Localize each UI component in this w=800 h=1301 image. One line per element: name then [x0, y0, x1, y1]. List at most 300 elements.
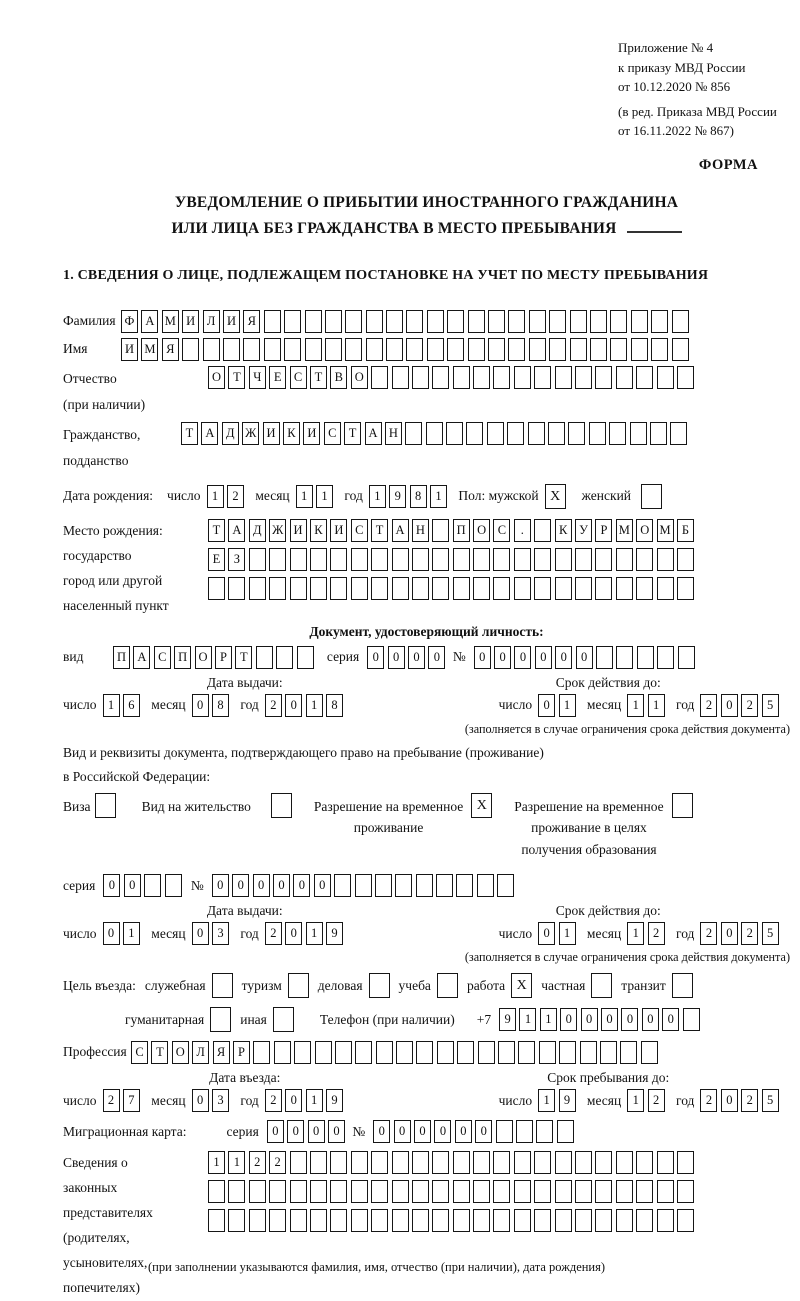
char-cell[interactable] — [473, 1180, 490, 1203]
char-cell[interactable]: 5 — [762, 694, 779, 717]
char-cell[interactable]: 1 — [519, 1008, 536, 1031]
char-cell[interactable]: Д — [222, 422, 239, 445]
char-cell[interactable]: С — [131, 1041, 148, 1064]
char-cell[interactable] — [609, 422, 626, 445]
char-cell[interactable] — [473, 366, 490, 389]
char-cell[interactable]: Я — [162, 338, 179, 361]
char-cell[interactable] — [412, 1180, 429, 1203]
char-cell[interactable] — [453, 577, 470, 600]
char-cell[interactable] — [529, 310, 546, 333]
char-cell[interactable] — [396, 1041, 413, 1064]
char-cell[interactable]: 0 — [373, 1120, 390, 1143]
char-cell[interactable] — [636, 1180, 653, 1203]
char-cell[interactable]: 1 — [316, 485, 333, 508]
char-cell[interactable]: 2 — [700, 694, 717, 717]
char-cell[interactable] — [677, 1180, 694, 1203]
char-cell[interactable] — [651, 338, 668, 361]
char-cell[interactable] — [223, 338, 240, 361]
char-cell[interactable]: 9 — [389, 485, 406, 508]
char-cell[interactable] — [269, 1180, 286, 1203]
char-cell[interactable]: 2 — [265, 1089, 282, 1112]
char-cell[interactable] — [351, 577, 368, 600]
char-cell[interactable] — [432, 366, 449, 389]
char-cell[interactable] — [432, 519, 449, 542]
char-cell[interactable] — [539, 1041, 556, 1064]
char-cell[interactable]: 2 — [700, 1089, 717, 1112]
char-cell[interactable]: 0 — [721, 922, 738, 945]
char-cell[interactable]: Ж — [269, 519, 286, 542]
char-cell[interactable] — [406, 310, 423, 333]
char-cell[interactable]: 2 — [269, 1151, 286, 1174]
char-cell[interactable] — [600, 1041, 617, 1064]
char-cell[interactable]: М — [141, 338, 158, 361]
char-cell[interactable]: 1 — [123, 922, 140, 945]
char-cell[interactable] — [412, 1209, 429, 1232]
char-cell[interactable] — [487, 422, 504, 445]
char-cell[interactable]: 1 — [207, 485, 224, 508]
char-cell[interactable] — [228, 1209, 245, 1232]
char-cell[interactable] — [657, 1180, 674, 1203]
char-cell[interactable]: К — [310, 519, 327, 542]
char-cell[interactable]: О — [172, 1041, 189, 1064]
char-cell[interactable] — [335, 1041, 352, 1064]
char-cell[interactable]: 0 — [192, 922, 209, 945]
char-cell[interactable] — [657, 366, 674, 389]
char-cell[interactable]: И — [290, 519, 307, 542]
char-cell[interactable]: 0 — [494, 646, 511, 669]
purpose-option-business-checkbox[interactable] — [369, 973, 390, 998]
char-cell[interactable] — [589, 422, 606, 445]
char-cell[interactable]: 0 — [394, 1120, 411, 1143]
char-cell[interactable] — [310, 1209, 327, 1232]
char-cell[interactable] — [555, 1209, 572, 1232]
char-cell[interactable]: 0 — [232, 874, 249, 897]
char-cell[interactable] — [453, 366, 470, 389]
char-cell[interactable]: Р — [233, 1041, 250, 1064]
char-cell[interactable] — [269, 577, 286, 600]
char-cell[interactable] — [473, 1209, 490, 1232]
char-cell[interactable] — [534, 366, 551, 389]
char-cell[interactable] — [677, 577, 694, 600]
char-cell[interactable] — [412, 366, 429, 389]
char-cell[interactable] — [432, 548, 449, 571]
purpose-option-official-checkbox[interactable] — [212, 973, 233, 998]
char-cell[interactable] — [568, 422, 585, 445]
char-cell[interactable] — [555, 366, 572, 389]
purpose-option-private-checkbox[interactable] — [591, 973, 612, 998]
char-cell[interactable] — [427, 338, 444, 361]
char-cell[interactable] — [518, 1041, 535, 1064]
char-cell[interactable]: 0 — [642, 1008, 659, 1031]
char-cell[interactable] — [677, 548, 694, 571]
char-cell[interactable]: Н — [385, 422, 402, 445]
char-cell[interactable] — [315, 1041, 332, 1064]
char-cell[interactable]: 0 — [253, 874, 270, 897]
char-cell[interactable]: З — [228, 548, 245, 571]
char-cell[interactable]: 0 — [103, 922, 120, 945]
char-cell[interactable] — [636, 1209, 653, 1232]
purpose-option-transit-checkbox[interactable] — [672, 973, 693, 998]
char-cell[interactable]: Л — [192, 1041, 209, 1064]
char-cell[interactable]: 0 — [267, 1120, 284, 1143]
char-cell[interactable] — [274, 1041, 291, 1064]
char-cell[interactable] — [514, 366, 531, 389]
char-cell[interactable] — [595, 1209, 612, 1232]
option-residence-permit-checkbox[interactable] — [271, 793, 292, 818]
char-cell[interactable] — [657, 577, 674, 600]
char-cell[interactable]: Т — [181, 422, 198, 445]
char-cell[interactable] — [290, 1209, 307, 1232]
char-cell[interactable] — [297, 646, 314, 669]
char-cell[interactable]: 2 — [648, 922, 665, 945]
char-cell[interactable] — [549, 338, 566, 361]
char-cell[interactable] — [631, 338, 648, 361]
char-cell[interactable] — [514, 548, 531, 571]
char-cell[interactable] — [144, 874, 161, 897]
char-cell[interactable]: В — [330, 366, 347, 389]
char-cell[interactable]: К — [283, 422, 300, 445]
char-cell[interactable]: Р — [595, 519, 612, 542]
char-cell[interactable]: 2 — [648, 1089, 665, 1112]
char-cell[interactable] — [536, 1120, 553, 1143]
char-cell[interactable] — [488, 338, 505, 361]
char-cell[interactable]: 1 — [538, 1089, 555, 1112]
char-cell[interactable] — [310, 1180, 327, 1203]
char-cell[interactable] — [290, 577, 307, 600]
char-cell[interactable] — [432, 1209, 449, 1232]
char-cell[interactable] — [493, 1209, 510, 1232]
char-cell[interactable]: А — [392, 519, 409, 542]
char-cell[interactable] — [371, 366, 388, 389]
char-cell[interactable]: 5 — [762, 1089, 779, 1112]
char-cell[interactable]: 0 — [408, 646, 425, 669]
char-cell[interactable] — [534, 548, 551, 571]
char-cell[interactable] — [453, 1209, 470, 1232]
char-cell[interactable] — [228, 1180, 245, 1203]
char-cell[interactable]: 1 — [540, 1008, 557, 1031]
char-cell[interactable] — [493, 1180, 510, 1203]
char-cell[interactable]: 1 — [648, 694, 665, 717]
char-cell[interactable]: П — [113, 646, 130, 669]
char-cell[interactable] — [575, 548, 592, 571]
char-cell[interactable] — [677, 1209, 694, 1232]
char-cell[interactable] — [683, 1008, 700, 1031]
char-cell[interactable]: 2 — [249, 1151, 266, 1174]
char-cell[interactable]: 0 — [285, 922, 302, 945]
char-cell[interactable] — [670, 422, 687, 445]
char-cell[interactable]: О — [351, 366, 368, 389]
char-cell[interactable]: 9 — [326, 1089, 343, 1112]
char-cell[interactable] — [610, 310, 627, 333]
char-cell[interactable]: 1 — [228, 1151, 245, 1174]
char-cell[interactable]: 2 — [741, 1089, 758, 1112]
char-cell[interactable] — [672, 338, 689, 361]
char-cell[interactable]: О — [636, 519, 653, 542]
option-visa-checkbox[interactable] — [95, 793, 116, 818]
char-cell[interactable] — [630, 422, 647, 445]
char-cell[interactable]: С — [351, 519, 368, 542]
char-cell[interactable] — [426, 422, 443, 445]
char-cell[interactable]: 0 — [455, 1120, 472, 1143]
char-cell[interactable] — [473, 548, 490, 571]
char-cell[interactable] — [641, 1041, 658, 1064]
char-cell[interactable]: О — [473, 519, 490, 542]
char-cell[interactable] — [559, 1041, 576, 1064]
char-cell[interactable]: 0 — [328, 1120, 345, 1143]
char-cell[interactable]: 2 — [741, 922, 758, 945]
char-cell[interactable] — [249, 1180, 266, 1203]
char-cell[interactable]: С — [324, 422, 341, 445]
char-cell[interactable]: О — [208, 366, 225, 389]
char-cell[interactable] — [678, 646, 695, 669]
char-cell[interactable]: 0 — [560, 1008, 577, 1031]
char-cell[interactable] — [392, 1209, 409, 1232]
char-cell[interactable]: 0 — [514, 646, 531, 669]
char-cell[interactable]: 0 — [581, 1008, 598, 1031]
sex-female-checkbox[interactable] — [641, 484, 662, 509]
char-cell[interactable]: 1 — [627, 694, 644, 717]
char-cell[interactable] — [253, 1041, 270, 1064]
char-cell[interactable]: 0 — [475, 1120, 492, 1143]
char-cell[interactable]: Т — [228, 366, 245, 389]
char-cell[interactable] — [345, 310, 362, 333]
char-cell[interactable] — [508, 310, 525, 333]
char-cell[interactable]: 1 — [306, 1089, 323, 1112]
char-cell[interactable] — [371, 1180, 388, 1203]
char-cell[interactable] — [631, 310, 648, 333]
char-cell[interactable] — [570, 310, 587, 333]
char-cell[interactable] — [595, 577, 612, 600]
char-cell[interactable] — [325, 338, 342, 361]
char-cell[interactable] — [570, 338, 587, 361]
char-cell[interactable] — [446, 422, 463, 445]
char-cell[interactable]: 3 — [212, 1089, 229, 1112]
char-cell[interactable]: Т — [208, 519, 225, 542]
char-cell[interactable] — [432, 1180, 449, 1203]
char-cell[interactable]: 0 — [212, 874, 229, 897]
char-cell[interactable] — [330, 548, 347, 571]
char-cell[interactable]: И — [303, 422, 320, 445]
char-cell[interactable]: 0 — [601, 1008, 618, 1031]
char-cell[interactable] — [269, 1209, 286, 1232]
char-cell[interactable] — [355, 1041, 372, 1064]
char-cell[interactable] — [256, 646, 273, 669]
char-cell[interactable]: П — [174, 646, 191, 669]
char-cell[interactable] — [375, 874, 392, 897]
char-cell[interactable]: 0 — [721, 1089, 738, 1112]
char-cell[interactable]: А — [228, 519, 245, 542]
char-cell[interactable]: 6 — [123, 694, 140, 717]
char-cell[interactable]: 2 — [227, 485, 244, 508]
char-cell[interactable]: 0 — [192, 694, 209, 717]
char-cell[interactable]: Т — [235, 646, 252, 669]
char-cell[interactable]: Т — [151, 1041, 168, 1064]
char-cell[interactable] — [355, 874, 372, 897]
char-cell[interactable]: 0 — [555, 646, 572, 669]
char-cell[interactable] — [330, 1180, 347, 1203]
char-cell[interactable]: 2 — [265, 922, 282, 945]
char-cell[interactable] — [616, 1209, 633, 1232]
char-cell[interactable] — [416, 1041, 433, 1064]
char-cell[interactable] — [555, 1180, 572, 1203]
char-cell[interactable] — [447, 310, 464, 333]
char-cell[interactable] — [493, 577, 510, 600]
char-cell[interactable]: 0 — [721, 694, 738, 717]
char-cell[interactable]: 0 — [308, 1120, 325, 1143]
char-cell[interactable] — [590, 310, 607, 333]
option-temporary-residence-education-checkbox[interactable] — [672, 793, 693, 818]
char-cell[interactable] — [249, 1209, 266, 1232]
char-cell[interactable] — [427, 310, 444, 333]
char-cell[interactable]: П — [453, 519, 470, 542]
char-cell[interactable]: 0 — [621, 1008, 638, 1031]
char-cell[interactable] — [508, 338, 525, 361]
char-cell[interactable]: А — [365, 422, 382, 445]
char-cell[interactable]: 0 — [285, 694, 302, 717]
char-cell[interactable]: . — [514, 519, 531, 542]
char-cell[interactable] — [575, 1209, 592, 1232]
char-cell[interactable]: 3 — [212, 922, 229, 945]
char-cell[interactable] — [616, 1180, 633, 1203]
char-cell[interactable] — [228, 577, 245, 600]
char-cell[interactable]: Ч — [249, 366, 266, 389]
char-cell[interactable] — [477, 874, 494, 897]
char-cell[interactable] — [457, 1041, 474, 1064]
char-cell[interactable] — [330, 1209, 347, 1232]
char-cell[interactable]: 2 — [103, 1089, 120, 1112]
char-cell[interactable]: 1 — [208, 1151, 225, 1174]
char-cell[interactable] — [575, 366, 592, 389]
char-cell[interactable] — [386, 338, 403, 361]
char-cell[interactable] — [371, 577, 388, 600]
char-cell[interactable] — [466, 422, 483, 445]
char-cell[interactable] — [290, 548, 307, 571]
char-cell[interactable] — [294, 1041, 311, 1064]
char-cell[interactable] — [468, 310, 485, 333]
char-cell[interactable]: 2 — [265, 694, 282, 717]
char-cell[interactable]: 1 — [306, 922, 323, 945]
char-cell[interactable] — [516, 1120, 533, 1143]
char-cell[interactable] — [371, 1209, 388, 1232]
char-cell[interactable]: Я — [243, 310, 260, 333]
char-cell[interactable]: Я — [213, 1041, 230, 1064]
char-cell[interactable] — [636, 548, 653, 571]
char-cell[interactable]: Т — [310, 366, 327, 389]
char-cell[interactable] — [264, 338, 281, 361]
char-cell[interactable] — [203, 338, 220, 361]
char-cell[interactable]: А — [141, 310, 158, 333]
char-cell[interactable]: 0 — [124, 874, 141, 897]
char-cell[interactable]: 1 — [430, 485, 447, 508]
char-cell[interactable] — [677, 366, 694, 389]
char-cell[interactable] — [657, 548, 674, 571]
char-cell[interactable]: К — [555, 519, 572, 542]
char-cell[interactable] — [529, 338, 546, 361]
char-cell[interactable]: 7 — [123, 1089, 140, 1112]
char-cell[interactable]: И — [223, 310, 240, 333]
char-cell[interactable] — [334, 874, 351, 897]
char-cell[interactable]: 9 — [499, 1008, 516, 1031]
char-cell[interactable] — [595, 1180, 612, 1203]
char-cell[interactable] — [534, 1209, 551, 1232]
char-cell[interactable] — [595, 366, 612, 389]
char-cell[interactable] — [208, 1180, 225, 1203]
char-cell[interactable] — [249, 577, 266, 600]
char-cell[interactable] — [351, 548, 368, 571]
char-cell[interactable]: Е — [269, 366, 286, 389]
char-cell[interactable] — [555, 548, 572, 571]
char-cell[interactable] — [620, 1041, 637, 1064]
char-cell[interactable]: И — [330, 519, 347, 542]
char-cell[interactable] — [243, 338, 260, 361]
char-cell[interactable]: 1 — [296, 485, 313, 508]
char-cell[interactable] — [412, 548, 429, 571]
char-cell[interactable]: Е — [208, 548, 225, 571]
char-cell[interactable] — [575, 577, 592, 600]
char-cell[interactable] — [616, 548, 633, 571]
char-cell[interactable]: А — [201, 422, 218, 445]
char-cell[interactable] — [596, 646, 613, 669]
char-cell[interactable] — [555, 577, 572, 600]
char-cell[interactable] — [351, 1180, 368, 1203]
char-cell[interactable]: Ф — [121, 310, 138, 333]
char-cell[interactable]: И — [182, 310, 199, 333]
char-cell[interactable] — [447, 338, 464, 361]
char-cell[interactable] — [657, 646, 674, 669]
char-cell[interactable]: М — [616, 519, 633, 542]
char-cell[interactable] — [468, 338, 485, 361]
char-cell[interactable] — [657, 1209, 674, 1232]
char-cell[interactable] — [330, 577, 347, 600]
char-cell[interactable] — [590, 338, 607, 361]
purpose-option-humanitarian-checkbox[interactable] — [210, 1007, 231, 1032]
char-cell[interactable]: 0 — [103, 874, 120, 897]
char-cell[interactable]: 0 — [192, 1089, 209, 1112]
char-cell[interactable] — [595, 548, 612, 571]
char-cell[interactable]: Р — [215, 646, 232, 669]
char-cell[interactable]: 1 — [627, 922, 644, 945]
char-cell[interactable]: 0 — [273, 874, 290, 897]
char-cell[interactable] — [416, 874, 433, 897]
char-cell[interactable]: 5 — [762, 922, 779, 945]
char-cell[interactable]: М — [657, 519, 674, 542]
char-cell[interactable] — [580, 1041, 597, 1064]
char-cell[interactable] — [366, 310, 383, 333]
char-cell[interactable] — [548, 422, 565, 445]
char-cell[interactable] — [514, 1209, 531, 1232]
char-cell[interactable] — [269, 548, 286, 571]
char-cell[interactable] — [493, 548, 510, 571]
char-cell[interactable] — [557, 1120, 574, 1143]
char-cell[interactable]: Л — [203, 310, 220, 333]
char-cell[interactable] — [290, 1180, 307, 1203]
char-cell[interactable] — [514, 1180, 531, 1203]
char-cell[interactable]: 1 — [559, 694, 576, 717]
char-cell[interactable] — [437, 1041, 454, 1064]
char-cell[interactable]: С — [154, 646, 171, 669]
sex-male-checkbox[interactable]: X — [545, 484, 566, 509]
char-cell[interactable] — [636, 366, 653, 389]
option-temporary-residence-checkbox[interactable]: X — [471, 793, 492, 818]
char-cell[interactable] — [616, 577, 633, 600]
char-cell[interactable]: Н — [412, 519, 429, 542]
char-cell[interactable]: 1 — [627, 1089, 644, 1112]
char-cell[interactable] — [405, 422, 422, 445]
char-cell[interactable] — [406, 338, 423, 361]
char-cell[interactable]: 9 — [326, 922, 343, 945]
char-cell[interactable]: 9 — [559, 1089, 576, 1112]
char-cell[interactable]: 0 — [538, 922, 555, 945]
